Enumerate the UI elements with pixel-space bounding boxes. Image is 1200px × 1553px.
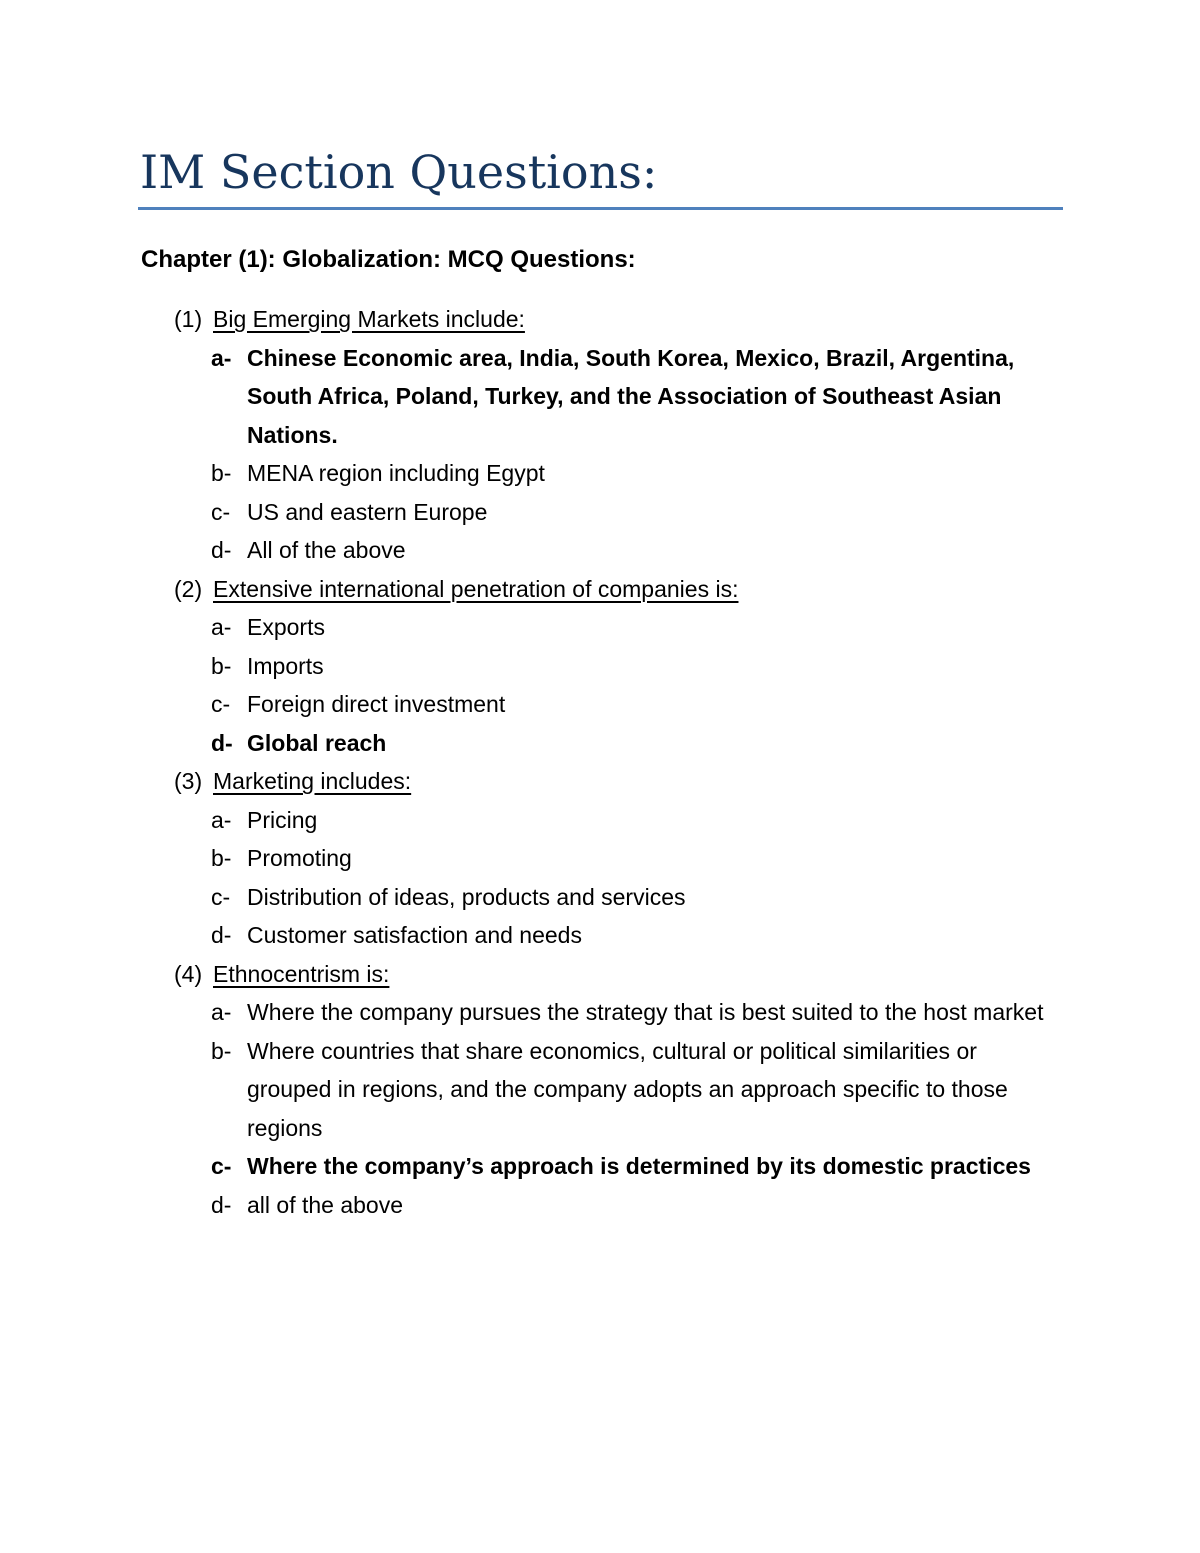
option-text: all of the above: [247, 1191, 404, 1218]
question-text: Marketing includes:: [213, 768, 412, 794]
option-text: All of the above: [247, 537, 406, 563]
option-d: [0, 724, 1200, 763]
option-text: Where countries that share economics, cultural or political similarities or grouped in regions, and the company adopts an approach specific to those regions: [247, 1037, 1008, 1141]
option-b: [0, 647, 1200, 686]
option-letter: b-: [211, 1037, 232, 1064]
option-b: [0, 839, 1200, 878]
option-text: Chinese Economic area, India, South Korea, Mexico, Brazil, Argentina, South Africa, Poland, Turkey, and the Association of Southeast Asian Nations.: [247, 344, 1015, 448]
option-text: Distribution of ideas, products and services: [247, 883, 686, 910]
option-text: Customer satisfaction and needs: [247, 922, 582, 948]
option-text: Exports: [247, 614, 325, 640]
option-letter: a-: [211, 999, 232, 1025]
option-c: [0, 878, 1200, 917]
option-letter: c-: [211, 883, 231, 910]
option-d: [0, 531, 1200, 570]
option-a: [0, 993, 1200, 1032]
option-letter: c-: [211, 1153, 232, 1179]
option-letter: a-: [211, 614, 232, 640]
question-1: [0, 300, 1200, 570]
question-text: Ethnocentrism is:: [213, 960, 390, 987]
option-letter: c-: [211, 691, 231, 717]
option-letter: b-: [211, 652, 232, 679]
option-letter: c-: [211, 498, 231, 525]
question-3: [0, 762, 1200, 955]
chapter-heading: Chapter (1): Globalization: MCQ Questions:: [141, 246, 636, 273]
question-list: [0, 300, 1200, 1224]
option-b: [0, 1032, 1200, 1148]
option-text: Promoting: [247, 845, 352, 871]
title-underline-rule: [138, 207, 1063, 210]
option-a: [0, 801, 1200, 840]
option-text: Global reach: [247, 729, 387, 756]
question-1-line: [0, 300, 1200, 339]
question-text: Big Emerging Markets include:: [213, 306, 525, 332]
option-text: US and eastern Europe: [247, 498, 488, 525]
question-number: (4): [174, 960, 203, 987]
option-letter: a-: [211, 806, 232, 833]
option-letter: b-: [211, 460, 232, 486]
question-number: (1): [174, 306, 203, 332]
question-4-line: [0, 955, 1200, 994]
question-4: [0, 955, 1200, 1225]
option-letter: b-: [211, 845, 232, 871]
option-c: [0, 685, 1200, 724]
option-a: [0, 339, 1200, 455]
question-number: (3): [174, 768, 203, 794]
option-d: [0, 1186, 1200, 1225]
option-letter: a-: [211, 344, 232, 371]
question-number: (2): [174, 575, 203, 602]
option-text: Imports: [247, 652, 324, 679]
option-letter: d-: [211, 922, 232, 948]
option-text: Foreign direct investment: [247, 691, 506, 717]
question-2-line: [0, 570, 1200, 609]
question-text: Extensive international penetration of companies is:: [213, 575, 739, 602]
option-letter: d-: [211, 537, 232, 563]
question-2: [0, 570, 1200, 763]
option-a: [0, 608, 1200, 647]
option-c: [0, 1147, 1200, 1186]
option-text: Where the company’s approach is determined by its domestic practices: [247, 1153, 1031, 1179]
option-c: [0, 493, 1200, 532]
question-3-line: [0, 762, 1200, 801]
option-text: MENA region including Egypt: [247, 460, 545, 486]
option-b: [0, 454, 1200, 493]
option-text: Where the company pursues the strategy that is best suited to the host market: [247, 999, 1044, 1025]
option-letter: d-: [211, 1191, 232, 1218]
option-text: Pricing: [247, 806, 318, 833]
option-letter: d-: [211, 729, 233, 756]
document-title: IM Section Questions:: [140, 145, 658, 199]
option-d: [0, 916, 1200, 955]
